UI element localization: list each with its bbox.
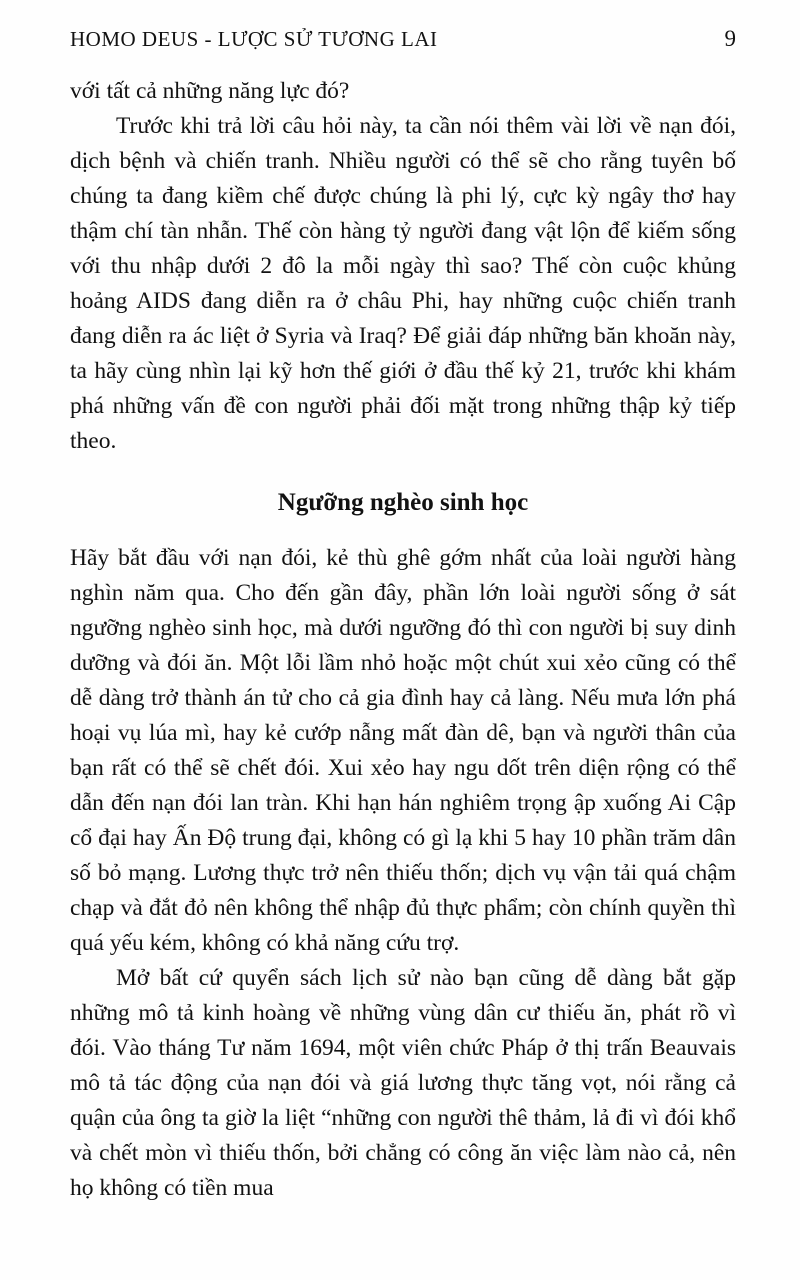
section-heading: Ngưỡng nghèo sinh học [277, 489, 529, 516]
paragraph: Hãy bắt đầu với nạn đói, kẻ thù ghê gớm nhất của loài người hàng nghìn năm qua. Cho đến gần đây, phần lớn loài người sống ở sát ngưỡng nghèo sinh học, mà dưới ngưỡng đó thì con người bị suy dinh dưỡng và đói ăn. Một lỗi lầm nhỏ hoặc một chút xui xẻo cũng có thể dễ dàng trở thành án tử cho cả gia đình hay cả làng. Nếu mưa lớn phá hoại vụ lúa mì, hay kẻ cướp nẫng mất đàn dê, bạn và người thân của bạn rất có thể sẽ chết đói. Xui xẻo hay ngu dốt trên diện rộng có thể dẫn đến nạn đói lan tràn. Khi hạn hán nghiêm trọng ập xuống Ai Cập cổ đại hay Ấn Độ trung đại, không có gì lạ khi 5 hay 10 phần trăm dân số bỏ mạng. Lương thực trở nên thiếu thốn; dịch vụ vận tải quá chậm chạp và đắt đỏ nên không thể nhập đủ thực phẩm; còn chính quyền thì quá yếu kém, không có khả năng cứu trợ. [70, 545, 736, 956]
running-title: HOMO DEUS - LƯỢC SỬ TƯƠNG LAI [70, 27, 438, 51]
paragraph: Mở bất cứ quyển sách lịch sử nào bạn cũng dễ dàng bắt gặp những mô tả kinh hoàng về những vùng dân cư thiếu ăn, phát rồ vì đói. Vào tháng Tư năm 1694, một viên chức Pháp ở thị trấn Beauvais mô tả tác động của nạn đói và giá lương thực tăng vọt, nói rằng cả quận của ông ta giờ la liệt “những con người thê thảm, lả đi vì đói khổ và chết mòn vì thiếu thốn, bởi chẳng có công ăn việc làm nào cả, nên họ không có tiền mua [70, 965, 736, 1201]
paragraph-continuation: với tất cả những năng lực đó? [70, 78, 350, 104]
page-body [70, 74, 736, 1206]
page-number: 9 [724, 26, 736, 51]
page-header [70, 26, 736, 52]
paragraph: Trước khi trả lời câu hỏi này, ta cần nói thêm vài lời về nạn đói, dịch bệnh và chiến tranh. Nhiều người có thể sẽ cho rằng tuyên bố chúng ta đang kiềm chế được chúng là phi lý, cực kỳ ngây thơ hay thậm chí tàn nhẫn. Thế còn hàng tỷ người đang vật lộn để kiếm sống với thu nhập dưới 2 đô la mỗi ngày thì sao? Thế còn cuộc khủng hoảng AIDS đang diễn ra ở châu Phi, hay những cuộc chiến tranh đang diễn ra ác liệt ở Syria và Iraq? Để giải đáp những băn khoăn này, ta hãy cùng nhìn lại kỹ hơn thế giới ở đầu thế kỷ 21, trước khi khám phá những vấn đề con người phải đối mặt trong những thập kỷ tiếp theo. [70, 113, 736, 454]
